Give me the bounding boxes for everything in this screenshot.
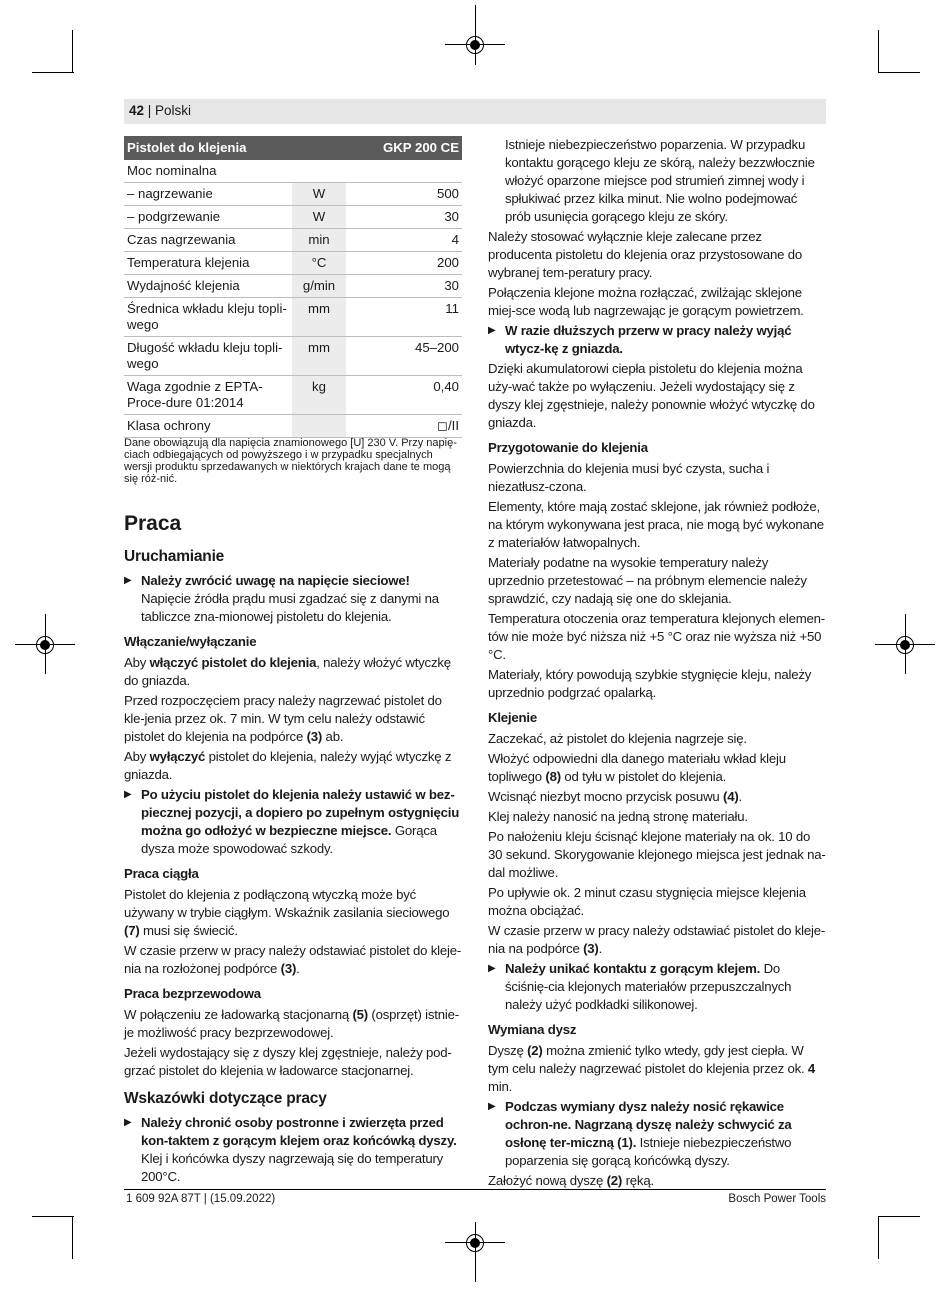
warning-bullet [124, 786, 462, 858]
spec-label: Klasa ochrony [124, 415, 292, 438]
bullet-bold: Należy zwrócić uwagę na napięcie sieciowe! [141, 573, 410, 588]
text-bold: 4 [807, 1061, 816, 1076]
bullet-text: Istnieje niebezpieczeństwo poparzenia się gorącą końcówką dyszy. [505, 1135, 792, 1168]
warning-bullet [124, 572, 462, 626]
text-bold: (8) [545, 769, 561, 784]
page-number: 42 [129, 103, 145, 118]
spec-unit: mm [292, 298, 346, 337]
text: min. [488, 1079, 513, 1094]
spec-label: Waga zgodnie z EPTA-Proce-dure 01:2014 [124, 376, 292, 415]
text-bold: (4) [723, 789, 739, 804]
spec-label: – nagrzewanie [124, 183, 292, 206]
registration-mark-icon [36, 636, 54, 654]
spec-unit [292, 415, 346, 438]
text-bold: (3) [280, 961, 297, 976]
registration-mark-line [475, 5, 476, 65]
text-bold: (2) [527, 1043, 543, 1058]
warning-bullet [488, 322, 826, 358]
paragraph [124, 886, 462, 940]
text: Dyszę [488, 1043, 528, 1058]
text: W czasie przerw w pracy należy odstawiać pistolet do kleje-nia na rozłożonej podpórce [124, 943, 462, 976]
section-title-praca: Praca [124, 512, 182, 535]
right-column [488, 136, 826, 1192]
text: Założyć nową dyszę [488, 1173, 607, 1188]
spec-unit: kg [292, 376, 346, 415]
paragraph [124, 654, 462, 690]
spec-label: Średnica wkładu kleju topli-wego [124, 298, 292, 337]
spec-value: 45–200 [346, 337, 462, 376]
spec-value: 11 [346, 298, 462, 337]
text: . [598, 941, 603, 956]
spec-value: ◻/II [346, 415, 462, 438]
paragraph [488, 788, 826, 806]
crop-mark [32, 72, 74, 73]
text: Aby [124, 655, 150, 670]
bullet-text: Klej i końcówka dyszy nagrzewają się do temperatury 200°C. [141, 1151, 444, 1184]
text: W czasie przerw w pracy należy odstawiać pistolet do kleje-nia na podpórce [488, 923, 826, 956]
text: Wcisnąć niezbyt mocno przycisk posuwu [488, 789, 723, 804]
spec-table-title: Pistolet do klejenia [124, 136, 292, 160]
text-bold: wyłączyć [149, 749, 206, 764]
bullet-bold: Należy chronić osoby postronne i zwierzęta przed kon-taktem z gorącym klejem oraz końcówką dyszy. [141, 1115, 457, 1148]
crop-mark [72, 30, 73, 72]
bullet-text: Napięcie źródła prądu musi zgadzać się z danymi na tabliczce zna-mionowej pistoletu do klejenia. [141, 591, 439, 624]
subheading-continuous: Praca ciągła [124, 866, 199, 881]
text: można zmienić tylko wtedy, gdy jest ciepła. W tym celu należy nagrzewać pistolet do klejenia przez ok. [488, 1043, 808, 1076]
registration-mark-line [475, 1222, 476, 1282]
paragraph [124, 692, 462, 746]
paragraph: Jeżeli wydostający się z dyszy klej zgęstnieje, należy pod-grzać pistolet do klejenia w ładowarce stacjonarnej. [124, 1045, 452, 1078]
spec-value: 500 [346, 183, 462, 206]
crop-mark [878, 1217, 879, 1259]
subheading-nozzle: Wymiana dysz [488, 1022, 577, 1037]
paragraph [488, 750, 826, 786]
spec-value: 30 [346, 275, 462, 298]
crop-mark [878, 1216, 920, 1217]
paragraph: Zaczekać, aż pistolet do klejenia nagrzeje się. [488, 731, 747, 746]
subheading-onoff: Włączanie/wyłączanie [124, 634, 257, 649]
spec-value: 200 [346, 252, 462, 275]
paragraph: Po nałożeniu kleju ścisnąć klejone materiały na ok. 10 do 30 sekund. Skorygowanie klejonego miejsca jest jednak na-dal możliwe. [488, 829, 826, 880]
text: Aby [124, 749, 150, 764]
warning-bullet [488, 960, 826, 1014]
registration-mark-icon [466, 36, 484, 54]
footer-rule [124, 1189, 826, 1190]
spec-label: Czas nagrzewania [124, 229, 292, 252]
paragraph: Klej należy nanosić na jedną stronę materiału. [488, 809, 748, 824]
spec-table-model: GKP 200 CE [292, 136, 462, 160]
spec-note: Dane obowiązują dla napięcia znamionowego [U] 230 V. Przy napię-ciach odbiegających od powyższego i w przypadku specjalnych wersji produktu sprzedawanych w niektórych krajach dane te mogą się róż-nić. [124, 437, 457, 485]
heading-tips: Wskazówki dotyczące pracy [124, 1090, 327, 1107]
left-column [124, 548, 462, 1188]
spec-value [346, 160, 462, 183]
spec-label: Temperatura klejenia [124, 252, 292, 275]
bullet-text: Do ściśnię-cia klejonych materiałów przepuszczalnych należy użyć podkładki silikonowej. [505, 961, 792, 1012]
bullet-bold: W razie dłuższych przerw w pracy należy wyjąć wtycz-kę z gniazda. [505, 323, 792, 356]
spec-unit: g/min [292, 275, 346, 298]
registration-mark-icon [466, 1234, 484, 1252]
spec-table [124, 136, 462, 438]
text-bold: (2) [606, 1173, 623, 1188]
paragraph [488, 922, 826, 958]
paragraph: Istnieje niebezpieczeństwo poparzenia. W przypadku kontaktu gorącego kleju ze skórą, należy bezzwłocznie włożyć oparzone miejsce pod strumień zimnej wody i spłukiwać przez kilka minut. Nie wolno podejmować prób usunięcia gorącego kleju ze skóry. [505, 137, 815, 224]
subheading-wireless: Praca bezprzewodowa [124, 986, 261, 1001]
page-header-bar [124, 99, 826, 124]
crop-mark [72, 1217, 73, 1259]
bullet-bold: Po użyciu pistolet do klejenia należy ustawić w bez-piecznej pozycji, a dopiero po zupełnym ostygnięciu można go odłożyć w bezpieczne miejsce. [141, 787, 460, 838]
paragraph: Należy stosować wyłącznie kleje zalecane przez producenta pistoletu do klejenia oraz przystosowane do wybranej tem-peratury pracy. [488, 229, 802, 280]
text: . [738, 789, 742, 804]
text: Włożyć odpowiedni dla danego materiału wkład kleju topliwego [488, 751, 786, 784]
page-header: 42 | Polski [129, 103, 192, 118]
spec-label: – podgrzewanie [124, 206, 292, 229]
bullet-text: Gorąca dysza może spowodować szkody. [141, 823, 437, 856]
paragraph: Dzięki akumulatorowi ciepła pistoletu do klejenia można uży-wać także po wyłączeniu. Jeżeli wydostający się z dyszy klej zgęstnieje, należy ponownie włożyć wtyczkę do gniazda. [488, 361, 815, 430]
text: W połączeniu ze ładowarką stacjonarną [124, 1007, 353, 1022]
paragraph: Po upływie ok. 2 minut czasu stygnięcia miejsce klejenia można obciążać. [488, 885, 806, 918]
text-bold: (7) [124, 923, 140, 938]
paragraph: Powierzchnia do klejenia musi być czysta, sucha i niezatłusz-czona. [488, 461, 770, 494]
spec-unit: mm [292, 337, 346, 376]
subheading-glue: Klejenie [488, 710, 537, 725]
text: , należy włożyć wtyczkę do gniazda. [124, 655, 451, 688]
spec-unit: min [292, 229, 346, 252]
text: . [296, 961, 300, 976]
crop-mark [32, 1216, 74, 1217]
spec-unit [292, 160, 346, 183]
text-bold: (5) [352, 1007, 368, 1022]
text: ręką. [622, 1173, 654, 1188]
bullet-bold: Należy unikać kontaktu z gorącym klejem. [505, 961, 761, 976]
text-bold: (3) [583, 941, 599, 956]
text: Przed rozpoczęciem pracy należy nagrzewać pistolet do kle-jenia przez ok. 7 min. W tym celu należy odstawić pistolet do klejenia na podpórce [124, 693, 442, 744]
crop-mark [878, 72, 920, 73]
paragraph: Materiały podatne na wysokie temperatury należy uprzednio przetestować – na próbnym elemencie należy sprawdzić, czy nadają się one do sklejania. [488, 555, 807, 606]
spec-label: Długość wkładu kleju topli-wego [124, 337, 292, 376]
language-label: Polski [155, 103, 192, 118]
text: pistolet do klejenia, należy wyjąć wtyczkę z gniazda. [124, 749, 452, 782]
paragraph: Materiały, który powodują szybkie stygnięcie kleju, należy uprzednio podgrzać opalarką. [488, 667, 812, 700]
bullet-bold: Podczas wymiany dysz należy nosić rękawice ochron-ne. Nagrzaną dyszę należy schwycić za osłonę ter-miczną (1). [505, 1099, 792, 1150]
subheading-prep: Przygotowanie do klejenia [488, 440, 648, 455]
text: od tyłu w pistolet do klejenia. [560, 769, 727, 784]
crop-mark [878, 30, 879, 72]
paragraph [124, 748, 462, 784]
paragraph: Elementy, które mają zostać sklejone, jak również podłoże, na którym wykonywana jest praca, nie mogą być wykonane z materiałów łatwopalnych. [488, 499, 824, 550]
paragraph [488, 1042, 826, 1096]
footer-doc-number: 1 609 92A 87T | (15.09.2022) [126, 1193, 276, 1205]
text-bold: (3) [306, 729, 323, 744]
warning-bullet [124, 1114, 462, 1186]
paragraph [488, 1172, 826, 1190]
text-bold: włączyć pistolet do klejenia [149, 655, 317, 670]
footer-brand: Bosch Power Tools [728, 1193, 826, 1205]
spec-value: 30 [346, 206, 462, 229]
spec-value: 4 [346, 229, 462, 252]
paragraph: Połączenia klejone można rozłączać, zwilżając sklejone miej-sce wodą lub nagrzewając je gorącym powietrzem. [488, 285, 804, 318]
warning-bullet [488, 1098, 826, 1170]
paragraph [124, 1006, 462, 1042]
spec-unit: W [292, 183, 346, 206]
paragraph [124, 942, 462, 978]
spec-value: 0,40 [346, 376, 462, 415]
registration-mark-icon [896, 636, 914, 654]
paragraph: Temperatura otoczenia oraz temperatura klejonych elemen-tów nie może być niższa niż +5 °C oraz nie wyższa niż +50 °C. [488, 611, 825, 662]
spec-unit: °C [292, 252, 346, 275]
spec-unit: W [292, 206, 346, 229]
spec-label: Moc nominalna [124, 160, 292, 183]
text: Pistolet do klejenia z podłączoną wtyczką może być używany w trybie ciągłym. Wskaźnik zasilania sieciowego [124, 887, 450, 920]
heading-uruchamianie: Uruchamianie [124, 548, 225, 565]
text: ab. [322, 729, 344, 744]
text: musi się świecić. [139, 923, 238, 938]
spec-label: Wydajność klejenia [124, 275, 292, 298]
text: (osprzęt) istnie-je możliwość pracy bezprzewodowej. [124, 1007, 459, 1040]
